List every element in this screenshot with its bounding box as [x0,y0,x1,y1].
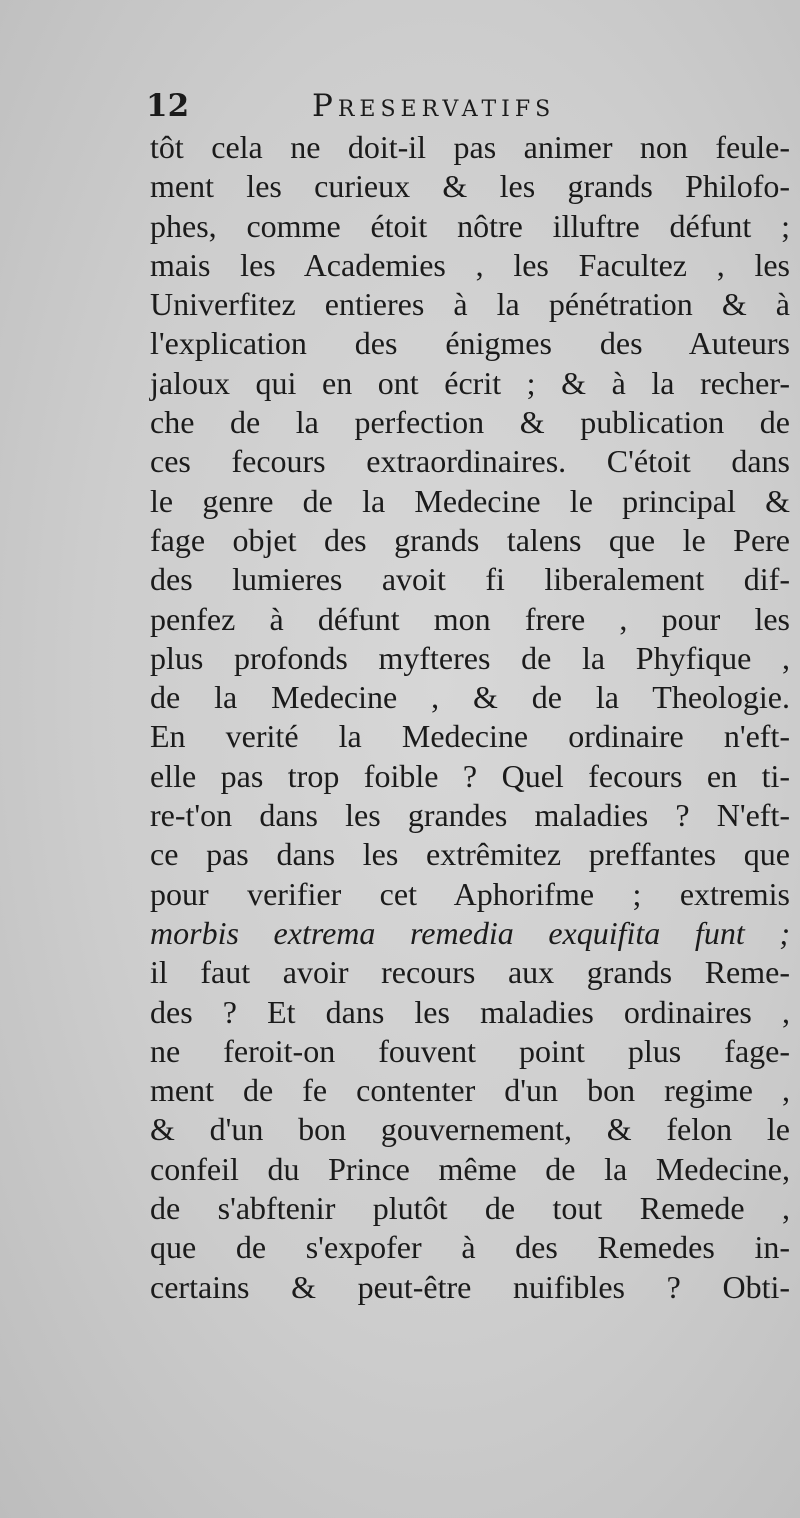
text-line: confeil du Prince même de la Medecine, [150,1150,790,1187]
text-line: elle pas trop foible ? Quel fecours en ti- [150,757,790,794]
text-line: fage objet des grands talens que le Pere [150,521,790,558]
text-line: le genre de la Medecine le principal & [150,482,790,519]
text-line: tôt cela ne doit-il pas animer non feule- [150,129,790,165]
text-line: de s'abftenir plutôt de tout Remede , [150,1190,790,1227]
text-line: ment de fe contenter d'un bon regime , [150,1072,790,1109]
text-line: mais les Academies , les Facultez , les [150,246,790,283]
text-line-latin-quote: morbis extrema remedia exquifita funt ; [150,914,790,951]
text-line: l'explication des énigmes des Auteurs [150,325,790,362]
text-line: ces fecours extraordinaires. C'étoit dans [150,443,790,480]
text-line: phes, comme étoit nôtre illuftre défunt ; [150,207,790,244]
page-header [146,84,786,128]
text-line: Univerfitez entieres à la pénétration & à [150,286,790,323]
text-line: de la Medecine , & de la Theologie. [150,679,790,716]
text-line: certains & peut-être nuifibles ? Obti- [150,1268,790,1305]
running-title: Preservatifs [312,88,556,124]
text-line: che de la perfection & publication de [150,404,790,441]
text-line: pour verifier cet Aphorifme ; extremis [150,875,790,912]
page-number: 12 [146,88,190,124]
text-line: des ? Et dans les maladies ordinaires , [150,993,790,1030]
text-line: & d'un bon gouvernement, & felon le [150,1111,790,1148]
text-line: penfez à défunt mon frere , pour les [150,600,790,637]
text-line: En verité la Medecine ordinaire n'eft- [150,718,790,755]
text-line: il faut avoir recours aux grands Reme- [150,954,790,991]
text-line: que de s'expofer à des Remedes in- [150,1229,790,1266]
text-line: des lumieres avoit fi liberalement dif- [150,561,790,598]
text-line: re-t'on dans les grandes maladies ? N'eft- [150,797,790,834]
text-line: jaloux qui en ont écrit ; & à la recher- [150,364,790,401]
text-line: ce pas dans les extrêmitez preffantes que [150,836,790,873]
text-line: plus profonds myfteres de la Phyfique , [150,639,790,676]
text-line: ne feroit-on fouvent point plus fage- [150,1032,790,1069]
body-text [150,128,790,1307]
text-line: ment les curieux & les grands Philofo- [150,168,790,205]
